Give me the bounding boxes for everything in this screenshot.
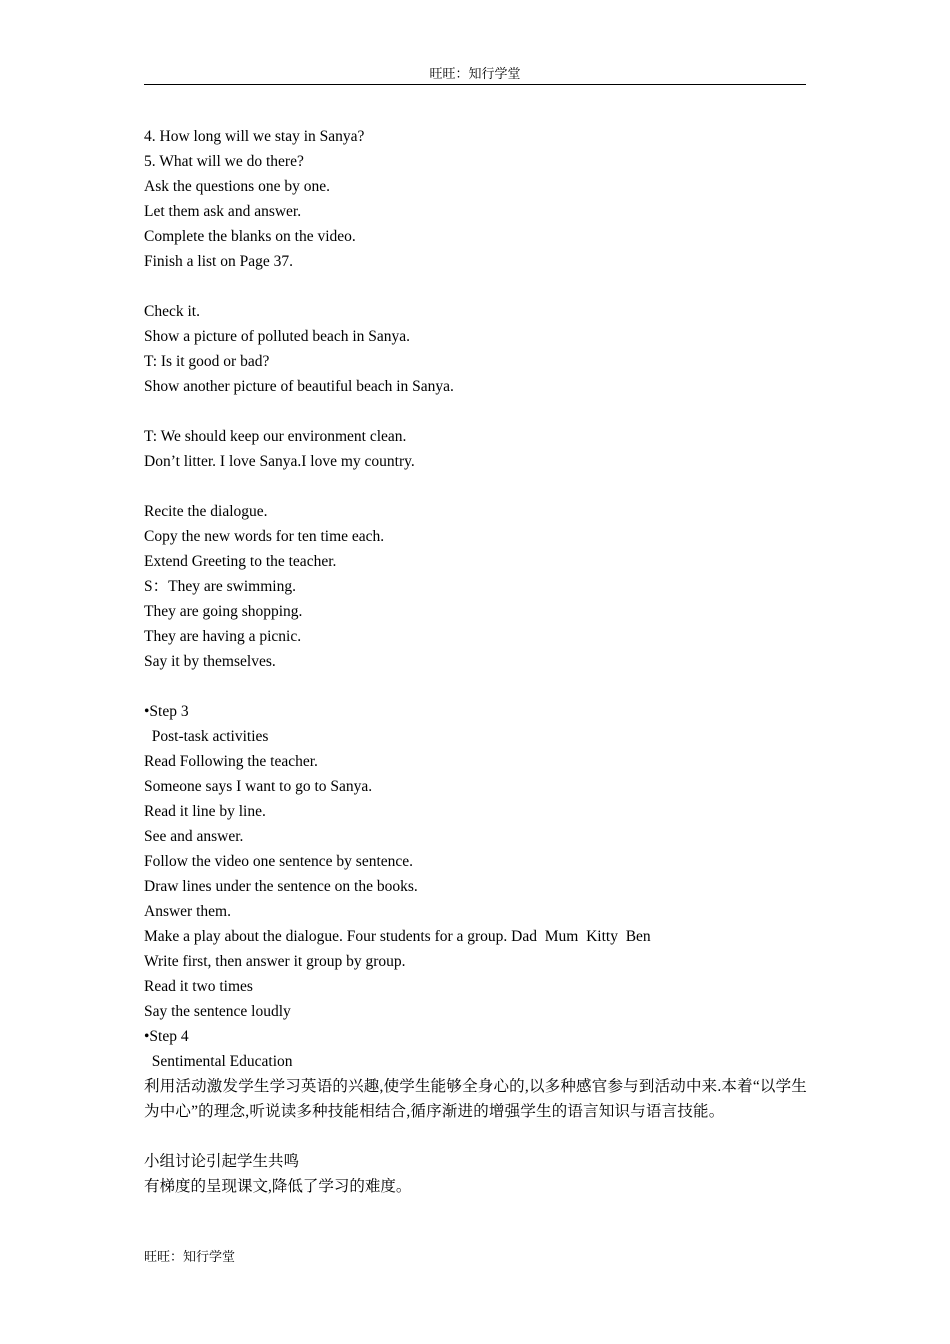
text-line: T: We should keep our environment clean. xyxy=(144,428,407,445)
text-line: Say it by themselves. xyxy=(144,653,276,670)
step-subheading: Post-task activities xyxy=(144,728,269,745)
document-body xyxy=(144,124,808,1199)
text-line: Show a picture of polluted beach in Sanya. xyxy=(144,328,411,345)
blank-line xyxy=(144,474,808,499)
text-line: Make a play about the dialogue. Four students for a group. Dad Mum Kitty Ben xyxy=(144,928,651,945)
step-subheading: Sentimental Education xyxy=(144,1053,293,1070)
text-line: Draw lines under the sentence on the books. xyxy=(144,878,418,895)
text-line: Read it line by line. xyxy=(144,803,266,820)
text-line: 小组讨论引起学生共鸣 xyxy=(144,1153,300,1170)
step-heading: •Step 4 xyxy=(144,1028,189,1045)
text-line: 5. What will we do there? xyxy=(144,153,304,170)
text-line: 有梯度的呈现课文,降低了学习的难度。 xyxy=(144,1178,412,1195)
text-line: Don’t litter. I love Sanya.I love my country. xyxy=(144,453,415,470)
page-footer: 旺旺：知行学堂 xyxy=(144,1249,236,1264)
text-line: Write first, then answer it group by group. xyxy=(144,953,406,970)
text-line: Recite the dialogue. xyxy=(144,503,268,520)
step-heading: •Step 3 xyxy=(144,703,189,720)
text-line: T: Is it good or bad? xyxy=(144,353,270,370)
text-line: Follow the video one sentence by sentence. xyxy=(144,853,414,870)
page-header: 旺旺：知行学堂 xyxy=(144,66,806,85)
text-line: Show another picture of beautiful beach in Sanya. xyxy=(144,378,454,395)
chinese-paragraph: 利用活动激发学生学习英语的兴趣,使学生能够全身心的,以多种感官参与到活动中来.本着“以学生为中心”的理念,听说读多种技能相结合,循序渐进的增强学生的语言知识与语言技能。 xyxy=(144,1078,808,1120)
text-line: S：They are swimming. xyxy=(144,578,296,595)
text-line: Someone says I want to go to Sanya. xyxy=(144,778,373,795)
blank-line xyxy=(144,399,808,424)
text-line: Read it two times xyxy=(144,978,253,995)
text-line: Copy the new words for ten time each. xyxy=(144,528,385,545)
text-line: Let them ask and answer. xyxy=(144,203,302,220)
blank-line xyxy=(144,674,808,699)
text-line: Answer them. xyxy=(144,903,231,920)
text-line: They are going shopping. xyxy=(144,603,303,620)
text-line: See and answer. xyxy=(144,828,244,845)
blank-line xyxy=(144,274,808,299)
text-line: Extend Greeting to the teacher. xyxy=(144,553,337,570)
text-line: Say the sentence loudly xyxy=(144,1003,291,1020)
blank-line xyxy=(144,1124,808,1149)
text-line: 4. How long will we stay in Sanya? xyxy=(144,128,365,145)
text-line: Ask the questions one by one. xyxy=(144,178,330,195)
text-line: Check it. xyxy=(144,303,200,320)
text-line: Complete the blanks on the video. xyxy=(144,228,356,245)
text-line: They are having a picnic. xyxy=(144,628,302,645)
text-line: Read Following the teacher. xyxy=(144,753,318,770)
text-line: Finish a list on Page 37. xyxy=(144,253,293,270)
